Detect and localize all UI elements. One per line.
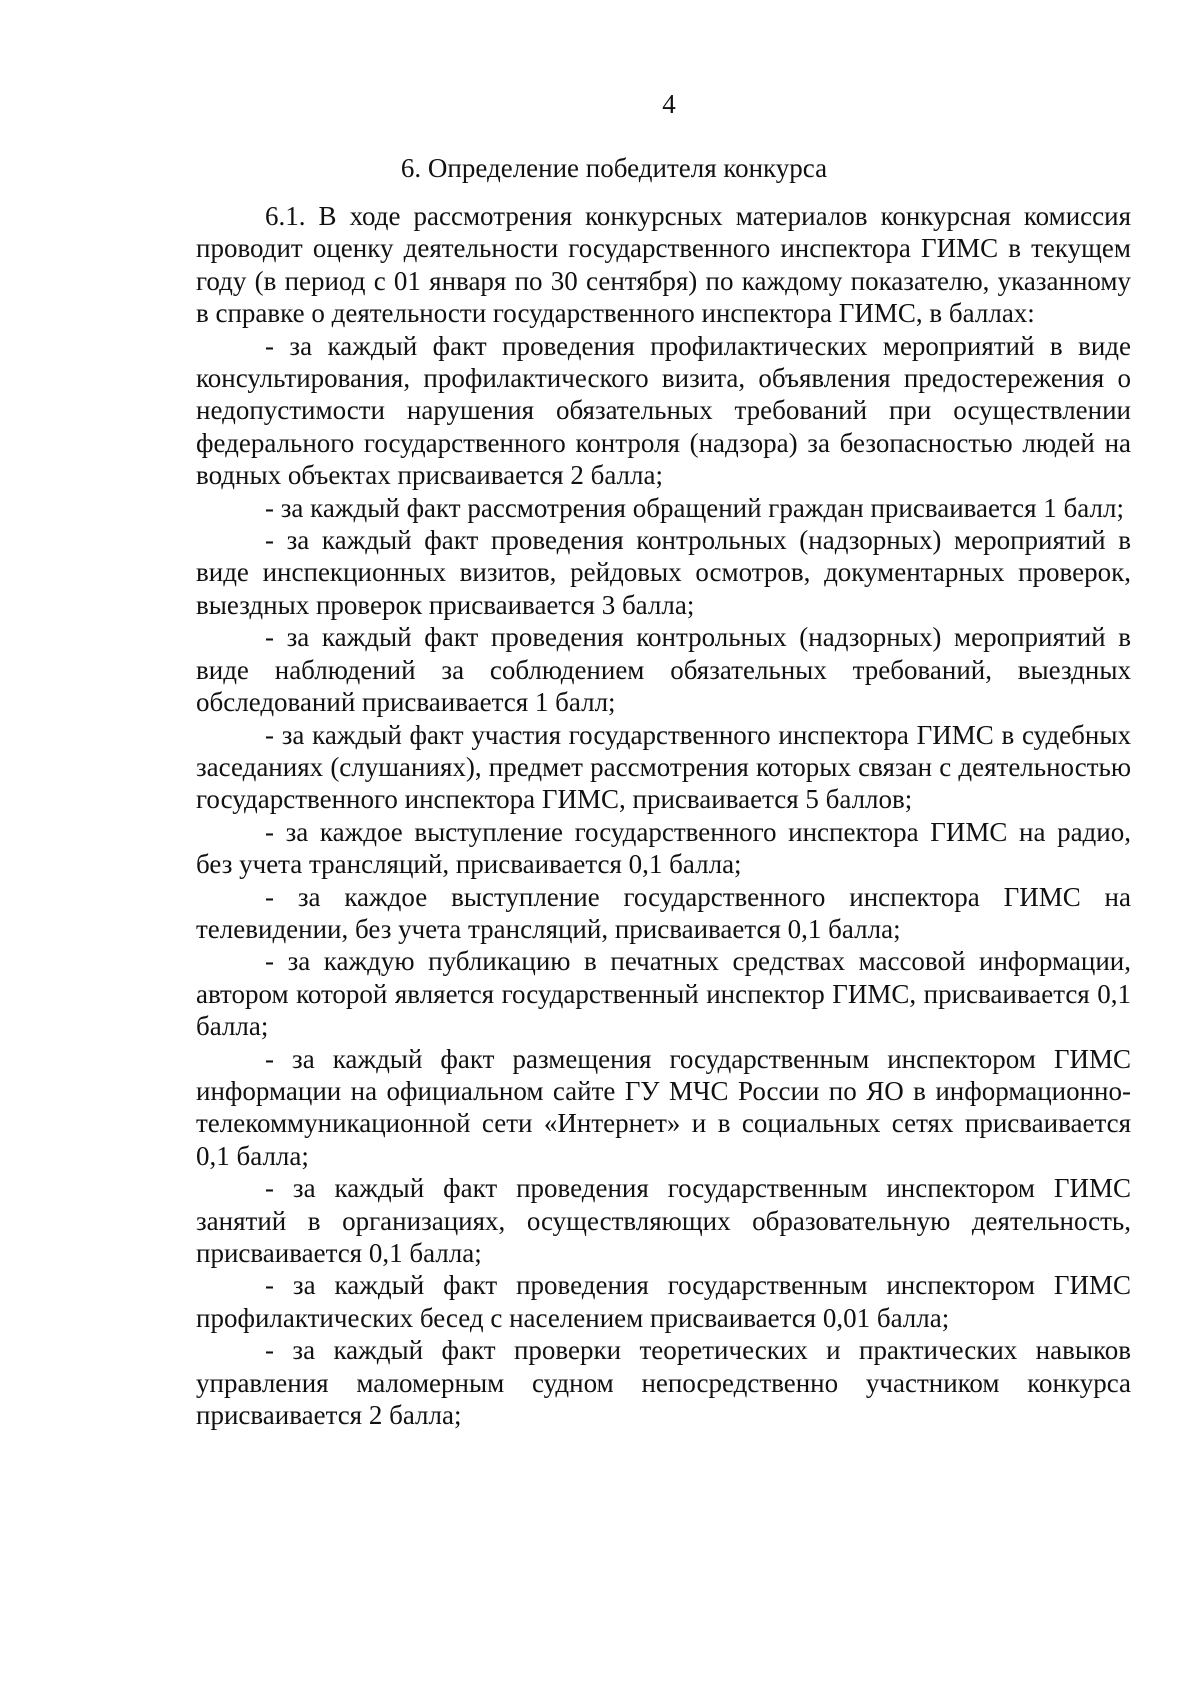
list-item: - за каждый факт размещения государственным инспектором ГИМС информации на официальном сайте ГУ МЧС России по ЯО в информационно-телекоммуникационной сети «Интернет» и в социальных сетях присваивается 0,1 балла; <box>196 1043 1131 1171</box>
list-item: - за каждый факт проведения профилактических мероприятий в виде консультирования, профилактического визита, объявления предостережения о недопустимости нарушения обязательных требований при осуществлении федерального государственного контроля (надзора) за безопасностью людей на водных объектах присваивается 2 балла; <box>196 330 1131 491</box>
list-item: - за каждый факт рассмотрения обращений граждан присваивается 1 балл; <box>265 492 1124 523</box>
page-number: 4 <box>662 89 676 119</box>
list-item: - за каждый факт участия государственного инспектора ГИМС в судебных заседаниях (слушаниях), предмет рассмотрения которых связан с деятельностью государственного инспектора ГИМС, присваивается 5 баллов; <box>196 719 1131 815</box>
body-text <box>196 200 1131 1431</box>
list-item: - за каждый факт проведения контрольных (надзорных) мероприятий в виде инспекционных визитов, рейдовых осмотров, документарных проверок, выездных проверок присваивается 3 балла; <box>196 525 1131 620</box>
list-item: - за каждый факт проведения государственным инспектором ГИМС профилактических бесед с населением присваивается 0,01 балла; <box>196 1270 1131 1333</box>
list-item: - за каждое выступление государственного инспектора ГИМС на радио, без учета трансляций, присваивается 0,1 балла; <box>196 816 1131 880</box>
section-title: 6. Определение победителя конкурса <box>400 153 828 183</box>
list-item: - за каждый факт проведения государственным инспектором ГИМС занятий в организациях, осуществляющих образовательную деятельность, присваивается 0,1 балла; <box>196 1173 1131 1268</box>
list-item: - за каждую публикацию в печатных средствах массовой информации, автором которой является государственный инспектор ГИМС, присваивается 0,1 балла; <box>196 946 1131 1042</box>
list-item: - за каждый факт проведения контрольных (надзорных) мероприятий в виде наблюдений за соблюдением обязательных требований, выездных обследований присваивается 1 балл; <box>196 622 1131 718</box>
list-item: - за каждое выступление государственного инспектора ГИМС на телевидении, без учета трансляций, присваивается 0,1 балла; <box>196 881 1131 944</box>
paragraph-intro: 6.1. В ходе рассмотрения конкурсных материалов конкурсная комиссия проводит оценку деятельности государственного инспектора ГИМС в текущем году (в период с 01 января по 30 сентября) по каждому показателю, указанному в справке о деятельности государственного инспектора ГИМС, в баллах: <box>196 201 1131 329</box>
list-item: - за каждый факт проверки теоретических и практических навыков управления маломерным судном непосредственно участником конкурса присваивается 2 балла; <box>196 1335 1131 1431</box>
